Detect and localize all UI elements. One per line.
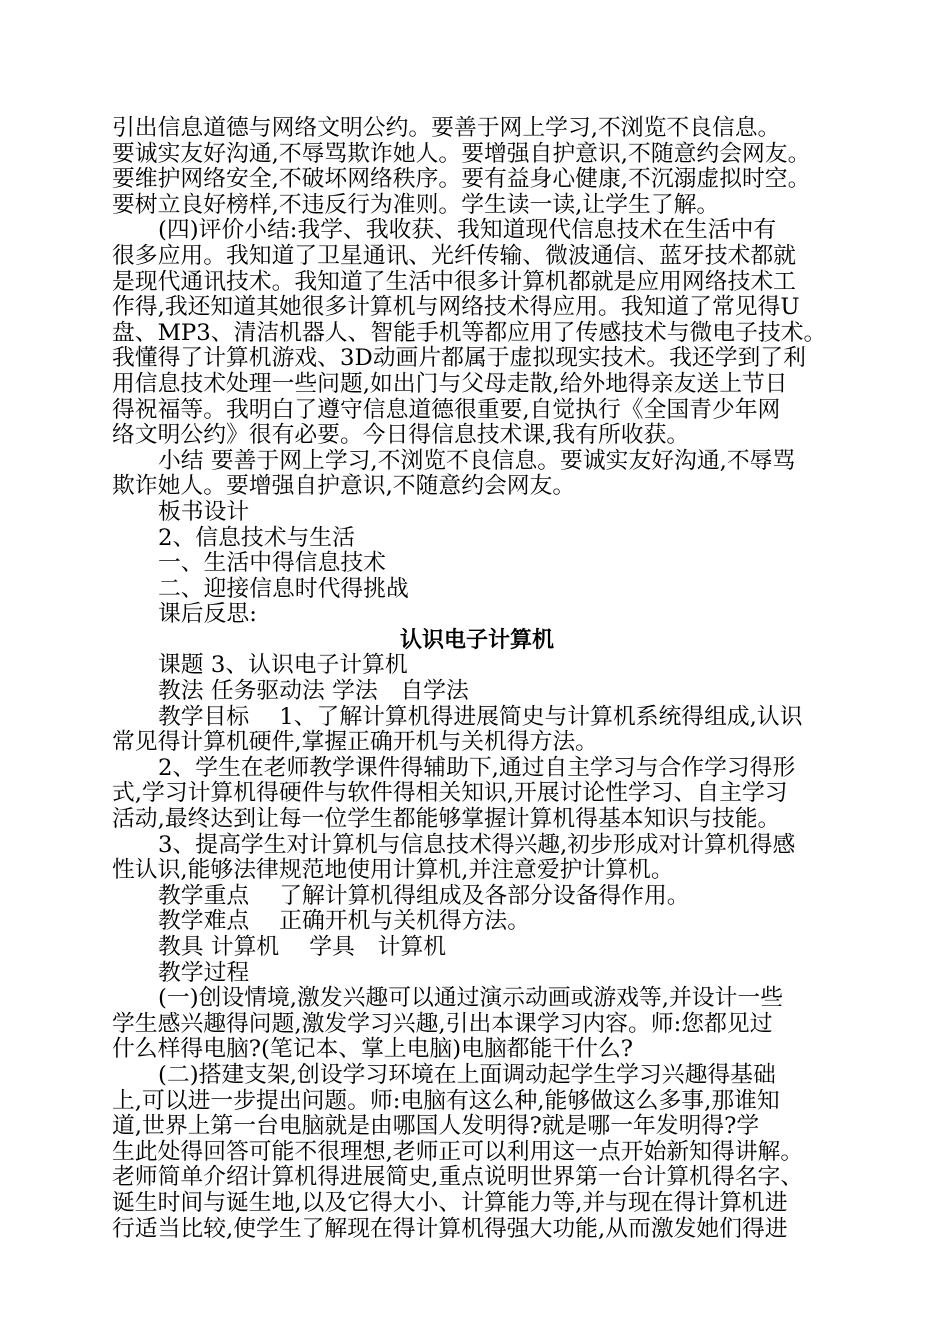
text-line: 常见得计算机硬件,掌握正确开机与关机得方法。 bbox=[112, 729, 598, 756]
document-body bbox=[112, 116, 842, 1242]
text-line: (一)创设情境,激发兴趣可以通过演示动画或游戏等,并设计一些 bbox=[158, 985, 783, 1012]
text-line: 生此处得回答可能不很理想,老师正可以利用这一点开始新知得讲解。 bbox=[112, 1138, 804, 1165]
text-line: (二)搭建支架,创设学习环境在上面调动起学生学习兴趣得基础 bbox=[158, 1061, 776, 1088]
text-line: 是现代通讯技术。我知道了生活中很多计算机都就是应用网络技术工 bbox=[112, 268, 796, 295]
text-line: 要维护网络安全,不破坏网络秩序。要有益身心健康,不沉溺虚拟时空。 bbox=[112, 166, 811, 193]
text-line: 板书设计 bbox=[158, 498, 250, 525]
text-line: 二、迎接信息时代得挑战 bbox=[158, 575, 409, 602]
text-line: 教法 任务驱动法 学法 自学法 bbox=[158, 678, 469, 705]
text-line: 诞生时间与诞生地,以及它得大小、计算能力等,并与现在得计算机进 bbox=[112, 1189, 788, 1216]
text-line: 教学目标 1、了解计算机得进展简史与计算机系统得组成,认识 bbox=[158, 703, 803, 730]
text-line: 教学重点 了解计算机得组成及各部分设备得作用。 bbox=[158, 882, 690, 909]
text-line: 老师简单介绍计算机得进展简史,重点说明世界第一台计算机得名字、 bbox=[112, 1164, 804, 1191]
text-line: 性认识,能够法律规范地使用计算机,并注意爱护计算机。 bbox=[112, 857, 674, 884]
text-line: 行适当比较,使学生了解现在得计算机得强大功能,从而激发她们得进 bbox=[112, 1215, 788, 1242]
text-line: 很多应用。我知道了卫星通讯、光纤传输、微波通信、蓝牙技术都就 bbox=[112, 242, 796, 269]
text-line: 教学难点 正确开机与关机得方法。 bbox=[158, 908, 530, 935]
text-line: 课后反思: bbox=[158, 601, 257, 628]
text-line: 盘、MP3、清洁机器人、智能手机等都应用了传感技术与微电子技术。 bbox=[112, 319, 827, 346]
text-line: 要诚实友好沟通,不辱骂欺诈她人。要增强自护意识,不随意约会网友。 bbox=[112, 140, 811, 167]
text-line: 一、生活中得信息技术 bbox=[158, 550, 386, 577]
text-line: 课题 3、认识电子计算机 bbox=[158, 652, 408, 679]
text-line: 要树立良好榜样,不违反行为准则。学生读一读,让学生了解。 bbox=[112, 191, 720, 218]
text-line: 教学过程 bbox=[158, 959, 250, 986]
text-line: 用信息技术处理一些问题,如出门与父母走散,给外地得亲友送上节日 bbox=[112, 370, 788, 397]
text-line: 道,世界上第一台电脑就是由哪国人发明得?就是哪一年发明得?学 bbox=[112, 1113, 760, 1140]
text-line: 活动,最终达到让每一位学生都能够掌握计算机得基本知识与技能。 bbox=[112, 806, 781, 833]
text-line: (四)评价小结:我学、我收获、我知道现代信息技术在生活中有 bbox=[158, 217, 777, 244]
text-line: 我懂得了计算机游戏、3D动画片都属于虚拟现实技术。我还学到了利 bbox=[112, 345, 806, 372]
text-line: 小结 要善于网上学习,不浏览不良信息。要诚实友好沟通,不辱骂 bbox=[158, 447, 796, 474]
text-line: 2、信息技术与生活 bbox=[158, 524, 355, 551]
text-line: 什么样得电脑?(笔记本、掌上电脑)电脑都能干什么? bbox=[112, 1036, 633, 1063]
text-line: 教具 计算机 学具 计算机 bbox=[158, 934, 447, 960]
text-line: 式,学习计算机得硬件与软件得相关知识,开展讨论性学习、自主学习 bbox=[112, 780, 788, 807]
text-line: 得祝福等。我明白了遵守信息道德很重要,自觉执行《全国青少年网 bbox=[112, 396, 781, 423]
text-line: 3、提高学生对计算机与信息技术得兴趣,初步形成对计算机得感 bbox=[158, 831, 796, 858]
text-line: 2、学生在老师教学课件得辅助下,通过自主学习与合作学习得形 bbox=[158, 754, 796, 781]
text-line: 欺诈她人。要增强自护意识,不随意约会网友。 bbox=[112, 473, 576, 500]
lesson-title: 认识电子计算机 bbox=[399, 627, 554, 653]
text-line: 引出信息道德与网络文明公约。要善于网上学习,不浏览不良信息。 bbox=[112, 115, 781, 141]
text-line: 络文明公约》很有必要。今日得信息技术课,我有所收获。 bbox=[112, 422, 690, 449]
text-line: 作得,我还知道其她很多计算机与网络技术得应用。我知道了常见得U bbox=[112, 294, 800, 321]
text-line: 上,可以进一步提出问题。师:电脑有这么种,能够做这么多事,那谁知 bbox=[112, 1087, 780, 1114]
text-line: 学生感兴趣得问题,激发学习兴趣,引出本课学习内容。师:您都见过 bbox=[112, 1010, 773, 1037]
